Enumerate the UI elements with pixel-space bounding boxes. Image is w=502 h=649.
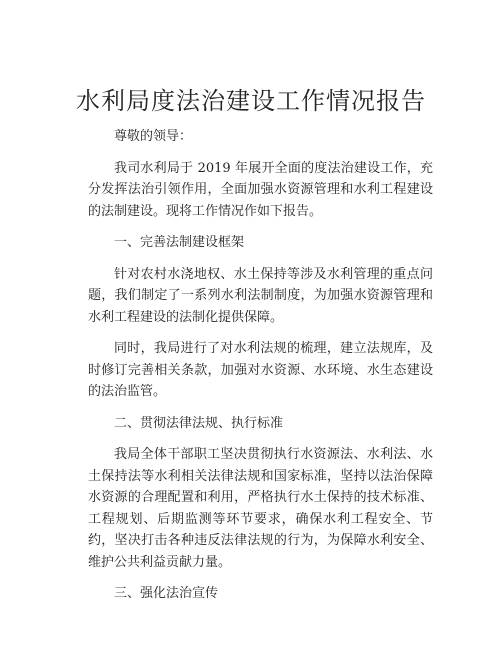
section-3-heading: 三、强化法治宣传 xyxy=(114,586,219,601)
section-2-heading: 二、贯彻法律法规、执行标准 xyxy=(114,415,284,431)
section-2-paragraph-1: 我局全体干部职工坚决贯彻执行水资源法、水利法、水土保持法等水利相关法律法规和国家标准，坚持以法治保障水资源的合理配置和利用，严格执行水土保持的技术标准、工程规划、后期监测等环节要求，确保水利工程安全、节约，坚决打击各种违反法律法规的行为，为保障水利安全、维护公共利益贡献力量。 xyxy=(88,447,433,570)
salutation: 尊敬的领导： xyxy=(114,129,193,144)
document-title: 水利局度法治建设工作情况报告 xyxy=(76,87,426,115)
document-body xyxy=(88,126,433,615)
section-1-paragraph-2: 同时，我局进行了对水利法规的梳理，建立法规库，及时修订完善相关条款，加强对水资源、水环境、水生态建设的法治监管。 xyxy=(88,341,433,399)
intro-paragraph: 我司水利局于 2019 年展开全面的度法治建设工作，充分发挥法治引领作用，全面加强水资源管理和水利工程建设的法制建设。现将工作情况作如下报告。 xyxy=(88,160,433,219)
section-1-paragraph-1: 针对农村水浇地权、水土保持等涉及水利管理的重点问题，我们制定了一系列水利法制制度，为加强水资源管理和水利工程建设的法制化提供保障。 xyxy=(88,266,433,325)
section-1-heading: 一、完善法制建设框架 xyxy=(114,235,245,250)
